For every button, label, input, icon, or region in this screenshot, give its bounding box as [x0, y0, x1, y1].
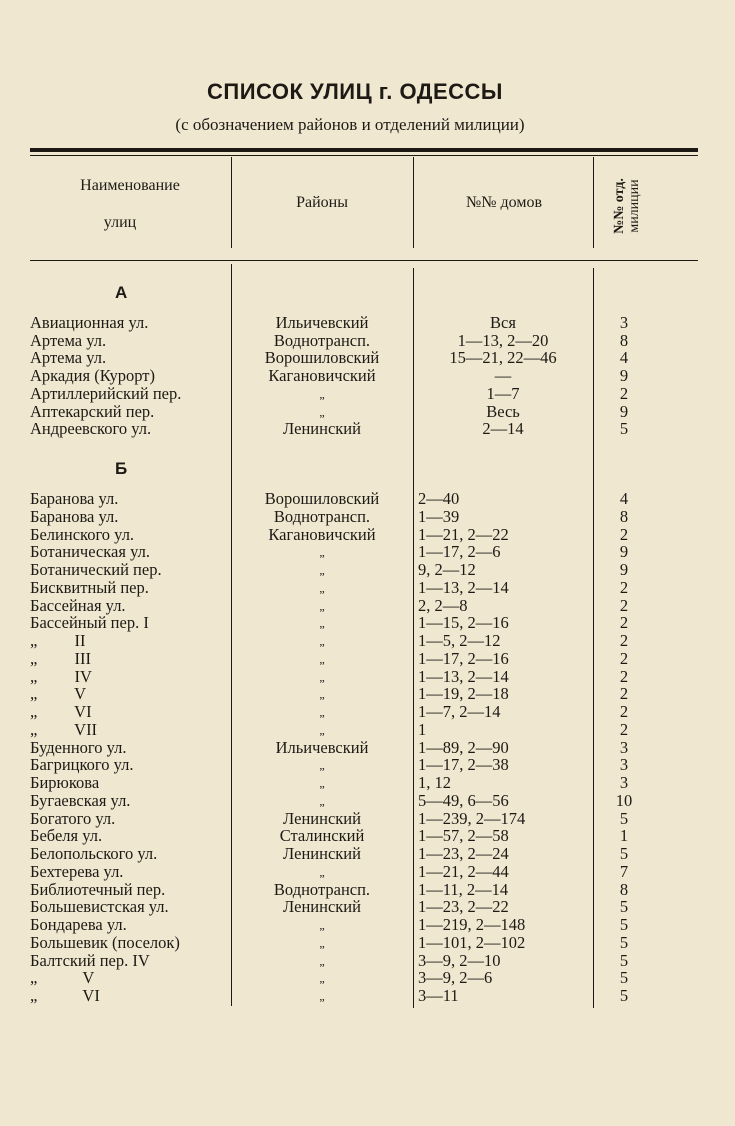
street-name: Бебеля ул. — [30, 826, 103, 846]
street-name: „ II — [30, 631, 86, 650]
house-numbers: 1—89, 2—90 — [418, 737, 509, 757]
house-numbers: — — [494, 366, 512, 386]
header-top-rule — [30, 148, 698, 152]
house-numbers: 1—23, 2—22 — [418, 897, 509, 917]
street-name: Белопольского ул. — [30, 844, 158, 863]
table-row — [0, 881, 735, 899]
police-department: 2 — [619, 577, 629, 597]
table-row — [0, 403, 735, 421]
house-numbers: 1—7, 2—14 — [418, 702, 501, 721]
street-name: „ V — [30, 684, 87, 704]
district-name: Ворошиловский — [264, 348, 380, 368]
police-department: 9 — [619, 560, 629, 579]
district-name: Воднотрансп. — [273, 330, 371, 350]
street-name: Аптекарский пер. — [30, 401, 155, 421]
house-numbers: 1—15, 2—16 — [418, 613, 509, 633]
police-department: 9 — [619, 366, 629, 386]
house-numbers: 2—14 — [482, 419, 524, 439]
district-name: „ — [319, 386, 325, 401]
police-department: 4 — [619, 489, 629, 508]
house-numbers: 1—5, 2—12 — [418, 631, 501, 650]
police-department: 5 — [619, 419, 629, 439]
district-name: „ — [319, 616, 325, 631]
house-numbers: 3—9, 2—10 — [418, 950, 501, 970]
table-row — [0, 367, 735, 385]
house-numbers: 1—39 — [418, 506, 460, 526]
police-department: 9 — [619, 401, 629, 421]
street-name: Артема ул. — [30, 330, 107, 350]
police-department: 2 — [619, 702, 629, 721]
police-department: 5 — [619, 897, 629, 917]
police-department: 2 — [619, 524, 629, 544]
street-name: „ VII — [30, 719, 98, 739]
police-department: 2 — [619, 648, 629, 668]
table-row — [0, 898, 735, 916]
table-row — [0, 792, 735, 810]
police-department: 3 — [619, 313, 629, 332]
district-name: Ленинский — [283, 808, 361, 828]
street-name: „ VI — [30, 702, 92, 721]
house-numbers: 9, 2—12 — [418, 560, 476, 579]
district-name: „ — [319, 971, 325, 986]
table-row — [0, 987, 735, 1005]
header-police-line2: милиции — [627, 179, 642, 233]
district-name: „ — [319, 793, 325, 808]
header-houses: №№ домов — [465, 194, 543, 211]
police-department: 3 — [619, 737, 629, 757]
table-row — [0, 739, 735, 757]
table-row — [0, 508, 735, 526]
police-department: 2 — [619, 684, 629, 704]
police-department: 1 — [619, 826, 629, 846]
district-name: Кагановичский — [268, 524, 376, 544]
police-department: 2 — [619, 595, 629, 615]
police-department: 10 — [615, 790, 633, 810]
police-department: 2 — [619, 666, 629, 686]
police-department: 2 — [619, 613, 629, 633]
page-title: СПИСОК УЛИЦ г. ОДЕССЫ — [207, 79, 503, 104]
district-name: Сталинский — [279, 826, 365, 846]
street-name: Бассейный пер. I — [30, 613, 149, 633]
street-name: Артема ул. — [30, 348, 107, 368]
street-name: Бехтерева ул. — [30, 861, 124, 881]
house-numbers: 1 — [418, 719, 427, 739]
district-name: „ — [319, 404, 325, 419]
street-name: Большевистская ул. — [30, 897, 169, 917]
house-numbers: 1—239, 2—174 — [418, 808, 526, 828]
street-name: Артиллерийский пер. — [30, 383, 182, 403]
street-name: „ V — [30, 968, 95, 988]
table-row — [0, 668, 735, 686]
table-row — [0, 650, 735, 668]
street-name: Бирюкова — [30, 773, 100, 792]
district-name: Ленинский — [283, 419, 361, 439]
house-numbers: 1—13, 2—14 — [418, 577, 509, 597]
house-numbers: 1—19, 2—18 — [418, 684, 509, 704]
street-name: „ VI — [30, 986, 100, 1005]
house-numbers: 1—21, 2—44 — [418, 861, 509, 881]
house-numbers: 1—21, 2—22 — [418, 524, 509, 544]
police-department: 8 — [619, 879, 629, 899]
header-street-line2: улиц — [103, 214, 137, 231]
police-department: 8 — [619, 330, 629, 350]
house-numbers: 1—57, 2—58 — [418, 826, 509, 846]
table-row — [0, 703, 735, 721]
house-numbers: 5—49, 6—56 — [418, 790, 509, 810]
district-name: „ — [319, 669, 325, 684]
street-name: Ботаническая ул. — [30, 542, 150, 562]
house-numbers: Вся — [490, 313, 516, 332]
police-department: 5 — [619, 932, 629, 952]
header-street-line1: Наименование — [80, 177, 180, 194]
district-name: Воднотрансп. — [273, 879, 371, 899]
district-name: „ — [319, 580, 325, 595]
street-name: „ IV — [30, 666, 92, 686]
police-department: 2 — [619, 719, 629, 739]
house-numbers: 1—17, 2—6 — [418, 542, 501, 562]
police-department: 5 — [619, 950, 629, 970]
table-row — [0, 756, 735, 774]
district-name: „ — [319, 935, 325, 950]
police-department: 9 — [619, 542, 629, 562]
table-row — [0, 934, 735, 952]
district-name: „ — [319, 687, 325, 702]
police-department: 5 — [619, 968, 629, 988]
street-name: Бассейная ул. — [30, 595, 126, 615]
table-row — [0, 614, 735, 632]
table-row — [0, 543, 735, 561]
house-numbers: 1—13, 2—20 — [457, 330, 549, 350]
street-name: Балтский пер. IV — [30, 950, 150, 970]
street-name: „ III — [30, 648, 91, 668]
street-name: Большевик (поселок) — [30, 932, 180, 952]
header-thin-rule — [30, 155, 698, 156]
street-name: Баранова ул. — [30, 489, 119, 508]
table-row — [0, 845, 735, 863]
table-row — [0, 721, 735, 739]
district-name: Ленинский — [283, 844, 361, 863]
table-row — [0, 579, 735, 597]
house-numbers: 1—7 — [486, 383, 520, 403]
district-name: „ — [319, 758, 325, 773]
street-name: Ботанический пер. — [30, 560, 162, 579]
table-row — [0, 526, 735, 544]
street-name: Багрицкого ул. — [30, 755, 134, 775]
district-name: Ленинский — [283, 897, 361, 917]
street-name: Бугаевская ул. — [30, 790, 131, 810]
table-row — [0, 685, 735, 703]
table-row — [0, 490, 735, 508]
page-subtitle: (с обозначением районов и отделений милиции) — [175, 115, 525, 134]
street-name: Библиотечный пер. — [30, 879, 166, 899]
table-row — [0, 810, 735, 828]
district-name: „ — [319, 563, 325, 577]
police-department: 2 — [619, 631, 629, 650]
table-row — [0, 863, 735, 881]
police-department: 3 — [619, 773, 629, 792]
district-name: „ — [319, 918, 325, 932]
table-row — [0, 385, 735, 403]
district-name: „ — [319, 953, 325, 968]
police-department: 5 — [619, 915, 629, 934]
table-row — [0, 332, 735, 350]
district-name: „ — [319, 598, 325, 613]
district-name: „ — [319, 776, 325, 790]
police-department: 4 — [619, 348, 629, 368]
house-numbers: 15—21, 22—46 — [449, 348, 557, 368]
table-row — [0, 632, 735, 650]
district-name: „ — [319, 545, 325, 560]
house-numbers: 3—9, 2—6 — [418, 968, 493, 988]
street-name: Бисквитный пер. — [30, 577, 149, 597]
police-department: 7 — [619, 861, 629, 881]
header-bottom-rule — [30, 260, 698, 261]
table-row — [0, 774, 735, 792]
house-numbers: 1—13, 2—14 — [418, 666, 509, 686]
house-numbers: 1—11, 2—14 — [418, 879, 509, 899]
police-department: 2 — [619, 383, 629, 403]
table-row — [0, 420, 735, 438]
header-police-line1: №№ отд. — [612, 178, 627, 234]
table-row — [0, 952, 735, 970]
district-name: Ильичевский — [275, 737, 369, 757]
house-numbers: 2—40 — [418, 489, 460, 508]
street-name: Бондарева ул. — [30, 915, 127, 934]
district-name: „ — [319, 864, 325, 879]
header-district: Районы — [296, 194, 348, 211]
section-letter-a: А — [115, 283, 128, 302]
police-department: 8 — [619, 506, 629, 526]
police-department: 5 — [619, 808, 629, 828]
house-numbers: 1—23, 2—24 — [418, 844, 509, 863]
street-name: Белинского ул. — [30, 524, 135, 544]
header-police — [612, 156, 642, 256]
street-name: Баранова ул. — [30, 506, 119, 526]
table-row — [0, 314, 735, 332]
district-name: Ворошиловский — [264, 489, 380, 508]
district-name: „ — [319, 705, 325, 719]
house-numbers: 1—17, 2—16 — [418, 648, 509, 668]
section-letter-b: Б — [115, 459, 128, 478]
house-numbers: 3—11 — [418, 986, 459, 1005]
house-numbers: 1—101, 2—102 — [418, 932, 526, 952]
police-department: 3 — [619, 755, 629, 775]
table-row — [0, 349, 735, 367]
district-name: Кагановичский — [268, 366, 376, 386]
house-numbers: 2, 2—8 — [418, 595, 468, 615]
district-name: „ — [319, 989, 325, 1003]
table-row — [0, 827, 735, 845]
district-name: „ — [319, 634, 325, 648]
house-numbers: 1, 12 — [418, 773, 451, 792]
police-department: 5 — [619, 844, 629, 863]
street-name: Богатого ул. — [30, 808, 116, 828]
street-name: Буденного ул. — [30, 737, 127, 757]
table-row — [0, 561, 735, 579]
district-name: „ — [319, 722, 325, 737]
house-numbers: Весь — [486, 401, 520, 421]
district-name: Воднотрансп. — [273, 506, 371, 526]
house-numbers: 1—17, 2—38 — [418, 755, 509, 775]
street-name: Аркадия (Курорт) — [30, 366, 155, 386]
police-department: 5 — [619, 986, 629, 1005]
table-row — [0, 969, 735, 987]
table-row — [0, 597, 735, 615]
street-name: Андреевского ул. — [30, 419, 152, 439]
district-name: „ — [319, 651, 325, 666]
house-numbers: 1—219, 2—148 — [418, 915, 526, 934]
district-name: Ильичевский — [275, 313, 369, 332]
table-row — [0, 916, 735, 934]
street-name: Авиационная ул. — [30, 313, 149, 332]
